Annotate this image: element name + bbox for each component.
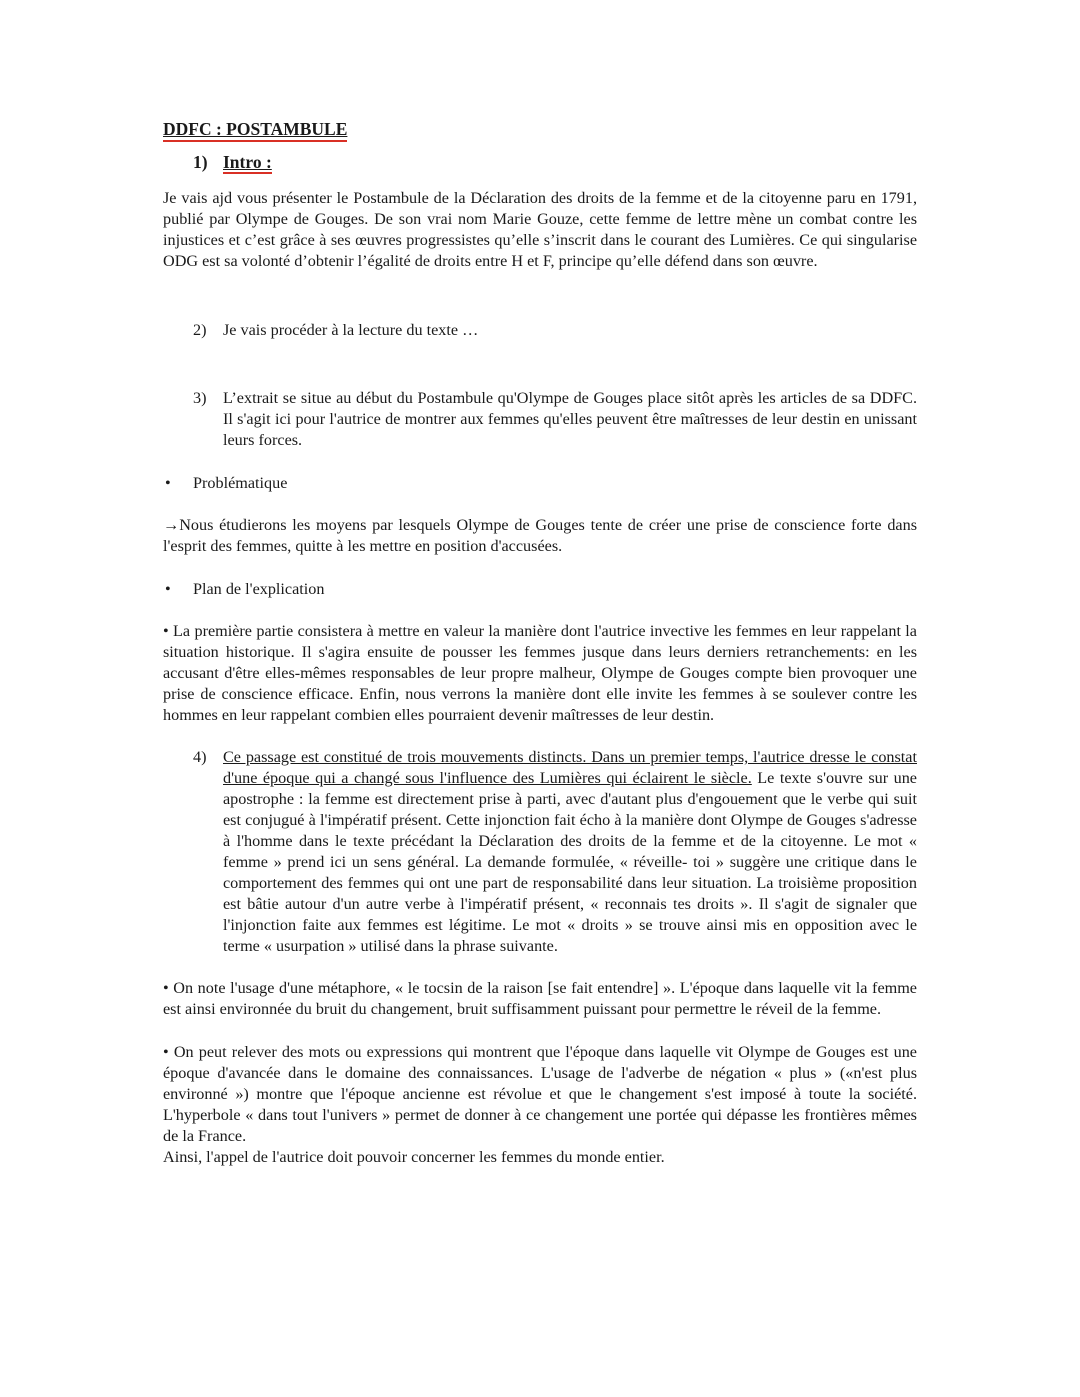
epoch-paragraph: • On peut relever des mots ou expressions qui montrent que l'époque dans laquelle vit Olympe de Gouges est une époque d'avancée dans le domaine des connaissances. L'usage de l'adverbe de négation « plus » («n'est plus environné ») montre que l'époque ancienne est révolue et que le changement s'est imposé à toute la société. L'hyperbole « dans tout l'univers » permet de donner à ce changement une portée qui dépasse les frontières mêmes de la France. <box>163 1043 917 1145</box>
intro-paragraph: Je vais ajd vous présenter le Postambule de la Déclaration des droits de la femme et de la citoyenne paru en 1791, publié par Olympe de Gouges. De son vrai nom Marie Gouze, cette femme de lettre mène un combat contre les injustices et c’est grâce à ses œuvres progressistes qu’elle s’inscrit dans le courant des Lumières. Ce qui singularise ODG est sa volonté d’obtenir l’égalité de droits entre H et F, principe qu’elle défend dans son œuvre. <box>163 189 917 270</box>
intro-number: 1) <box>193 152 208 172</box>
bullet-icon: • <box>165 474 171 492</box>
list-item-3 <box>163 388 917 451</box>
metaphor-paragraph: • On note l'usage d'une métaphore, « le tocsin de la raison [se fait entendre] ». L'époque dans laquelle vit la femme est ainsi environnée du bruit du changement, bruit suffisamment puissant pour permettre le réveil de la femme. <box>163 979 917 1018</box>
list-item-4 <box>163 747 917 957</box>
problematique-paragraph: →Nous étudierons les moyens par lesquels Olympe de Gouges tente de créer une prise de conscience forte dans l'esprit des femmes, quitte à les mettre en position d'accusées. <box>163 516 917 555</box>
item-4-underlined-text: Ce passage est constitué de trois mouvements distincts. Dans un premier temps, l'autrice dresse le constat d'une époque qui a changé sous l'influence des Lumières qui éclairent le siècle. <box>223 748 917 787</box>
closing-line: Ainsi, l'appel de l'autrice doit pouvoir concerner les femmes du monde entier. <box>163 1148 665 1166</box>
bullet-plan-text: Plan de l'explication <box>193 580 325 598</box>
item-3-text: L’extrait se situe au début du Postambule qu'Olympe de Gouges place sitôt après les articles de sa DDFC. Il s'agit ici pour l'autrice de montrer aux femmes qu'elles peuvent être maîtresses de leur destin en unissant leurs forces. <box>223 389 917 449</box>
item-4-text <box>223 747 917 957</box>
item-3-number: 3) <box>193 389 207 407</box>
bullet-plan <box>163 579 917 600</box>
plan-paragraph: • La première partie consistera à mettre en valeur la manière dont l'autrice invective les femmes en leur rappelant la situation historique. Il s'agira ensuite de pousser les femmes jusque dans leurs derniers retranchements: en les accusant d'être elles-mêmes responsables de leur propre malheur, Olympe de Gouges compte bien provoquer une prise de conscience efficace. Enfin, nous verrons la manière dont elle invite les femmes à se soulever contre les hommes en leur rappelant combien elles pourraient devenir maîtresses de leur destin. <box>163 622 917 724</box>
document-page <box>163 118 917 1168</box>
item-4-rest-text: Le texte s'ouvre sur une apostrophe : la femme est directement prise à parti, avec d'autant plus d'engouement que le verbe qui suit est conjugué à l'impératif présent. Cette injonction fait écho à la manière dont Olympe de Gouges s'adresse à l'homme dans le texte précédant la Déclaration des droits de la femme et de la citoyenne. Le mot « femme » prend ici un sens général. La demande formulée, « réveille- toi » suggère une critique dans le comportement des femmes qui ont une part de responsabilité dans leur situation. La troisième proposition est bâtie autour d'un autre verbe à l'impératif présent, « reconnais tes droits ». Il s'agit de signaler que l'injonction faite aux femmes est légitime. Le mot « droits » se trouve ainsi mis en opposition avec le terme « usurpation » utilisé dans la phrase suivante. <box>223 769 917 955</box>
intro-heading <box>163 152 917 173</box>
item-2-number: 2) <box>193 321 207 339</box>
item-2-text: Je vais procéder à la lecture du texte … <box>223 321 479 339</box>
list-item-2 <box>163 320 917 341</box>
item-4-number: 4) <box>193 748 207 766</box>
bullet-problematique <box>163 473 917 494</box>
bullet-problematique-text: Problématique <box>193 474 288 492</box>
bullet-icon: • <box>165 580 171 598</box>
intro-label: Intro : <box>223 152 272 172</box>
document-title: DDFC : POSTAMBULE <box>163 118 347 142</box>
